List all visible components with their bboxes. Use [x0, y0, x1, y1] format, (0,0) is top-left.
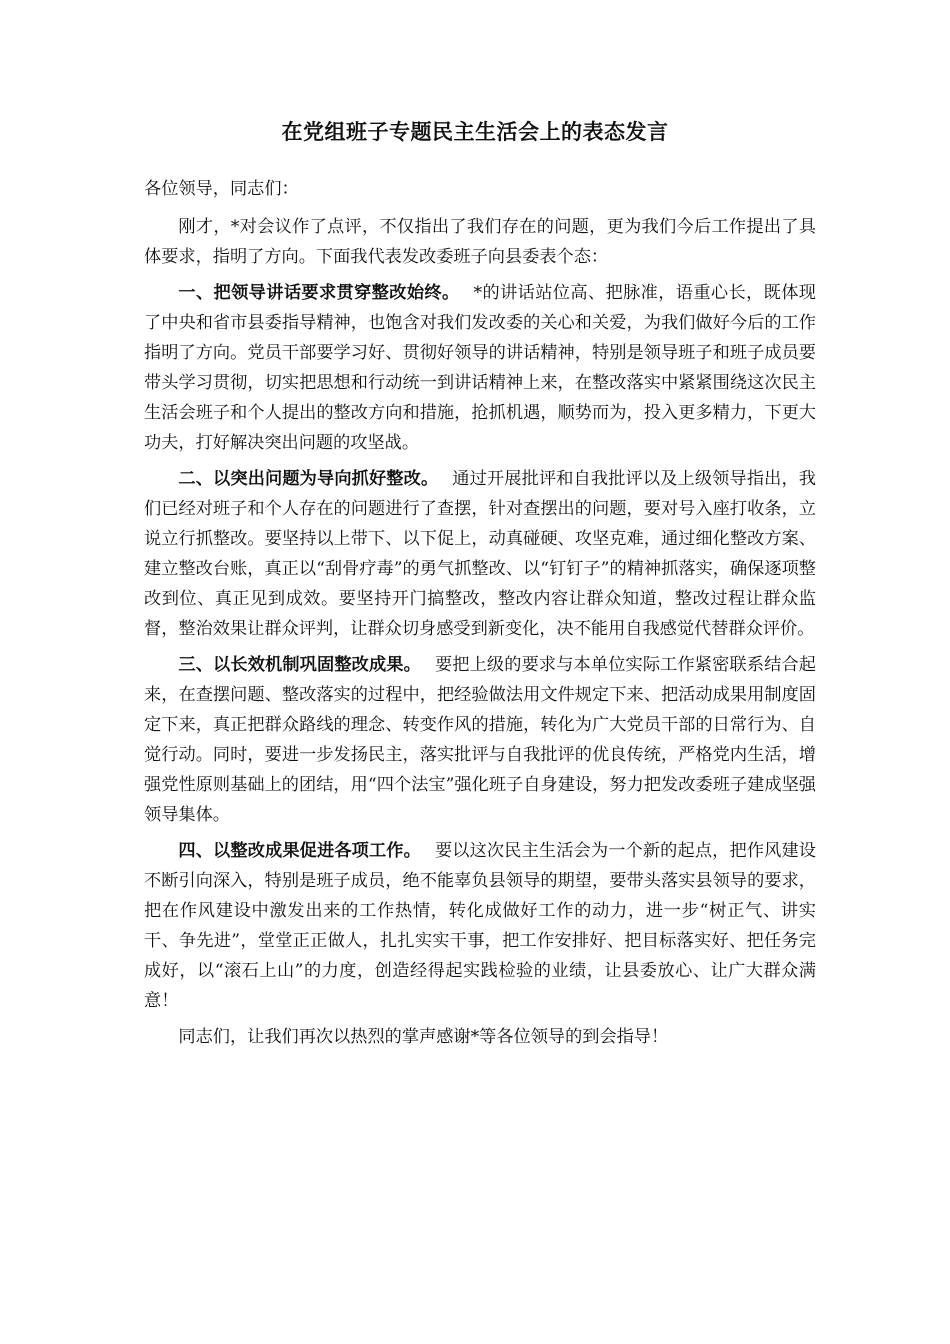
document-body: [144, 174, 816, 1052]
document-title: 在党组班子专题民主生活会上的表态发言: [281, 119, 669, 144]
salutation: 各位领导，同志们：: [144, 179, 299, 199]
paragraph-text: *的讲话站位高、把脉准，语重心长，既体现了中央和省市县委指导精神，也饱含对我们发改委的关心和关爱，为我们做好今后的工作指明了方向。党员干部要学习好、贯彻好领导的讲话精神，特别是领导班子和班子成员要带头学习贯彻，切实把思想和行动统一到讲话精神上来，在整改落实中紧紧围绕这次民主生活会班子和个人提出的整改方向和措施，抢抓机遇，顺势而为，投入更多精力，下更大功夫，打好解决突出问题的攻坚战。: [144, 283, 816, 453]
paragraph-intro: [144, 212, 816, 272]
paragraph-point-1: [144, 278, 816, 458]
paragraph-heading: 一、把领导讲话要求贯穿整改始终。: [178, 283, 460, 303]
paragraph-text: 刚才，*对会议作了点评，不仅指出了我们存在的问题，更为我们今后工作提出了具体要求，指明了方向。下面我代表发改委班子向县委表个态：: [144, 217, 816, 267]
paragraph-text: 要以这次民主生活会为一个新的起点，把作风建设不断引向深入，特别是班子成员，绝不能辜负县领导的期望，要带头落实县领导的要求，把在作风建设中激发出来的工作热情，转化成做好工作的动力，进一步“树正气、讲实干、争先进”，堂堂正正做人，扎扎实实干事，把工作安排好、把目标落实好、把任务完成好，以“滚石上山”的力度，创造经得起实践检验的业绩，让县委放心、让广大群众满意！: [144, 841, 816, 1011]
paragraph-text: 同志们，让我们再次以热烈的掌声感谢*等各位领导的到会指导！: [178, 1027, 669, 1047]
paragraph-point-4: [144, 836, 816, 1016]
paragraph-heading: 四、以整改成果促进各项工作。: [178, 841, 421, 861]
paragraph-text: 要把上级的要求与本单位实际工作紧密联系结合起来，在查摆问题、整改落实的过程中，把经验做法用文件规定下来、把活动成果用制度固定下来，真正把群众路线的理念、转变作风的措施，转化为广大党员干部的日常行为、自觉行动。同时，要进一步发扬民主，落实批评与自我批评的优良传统，严格党内生活，增强党性原则基础上的团结，用“四个法宝”强化班子自身建设，努力把发改委班子建成坚强领导集体。: [144, 655, 816, 825]
paragraph-closing: [144, 1022, 816, 1052]
paragraph-point-3: [144, 650, 816, 830]
paragraph-heading: 二、以突出问题为导向抓好整改。: [178, 469, 439, 489]
paragraph-text: 通过开展批评和自我批评以及上级领导指出，我们已经对班子和个人存在的问题进行了查摆，针对查摆出的问题，要对号入座打收条，立说立行抓整改。要坚持以上带下、以下促上，动真碰硬、攻坚克难，通过细化整改方案、建立整改台账，真正以“刮骨疗毒”的勇气抓整改、以“钉钉子”的精神抓落实，确保逐项整改到位、真正见到成效。要坚持开门搞整改，整改内容让群众知道，整改过程让群众监督，整治效果让群众评判，让群众切身感受到新变化，决不能用自我感觉代替群众评价。: [144, 469, 816, 639]
paragraph-point-2: [144, 464, 816, 644]
paragraph-heading: 三、以长效机制巩固整改成果。: [178, 655, 421, 675]
